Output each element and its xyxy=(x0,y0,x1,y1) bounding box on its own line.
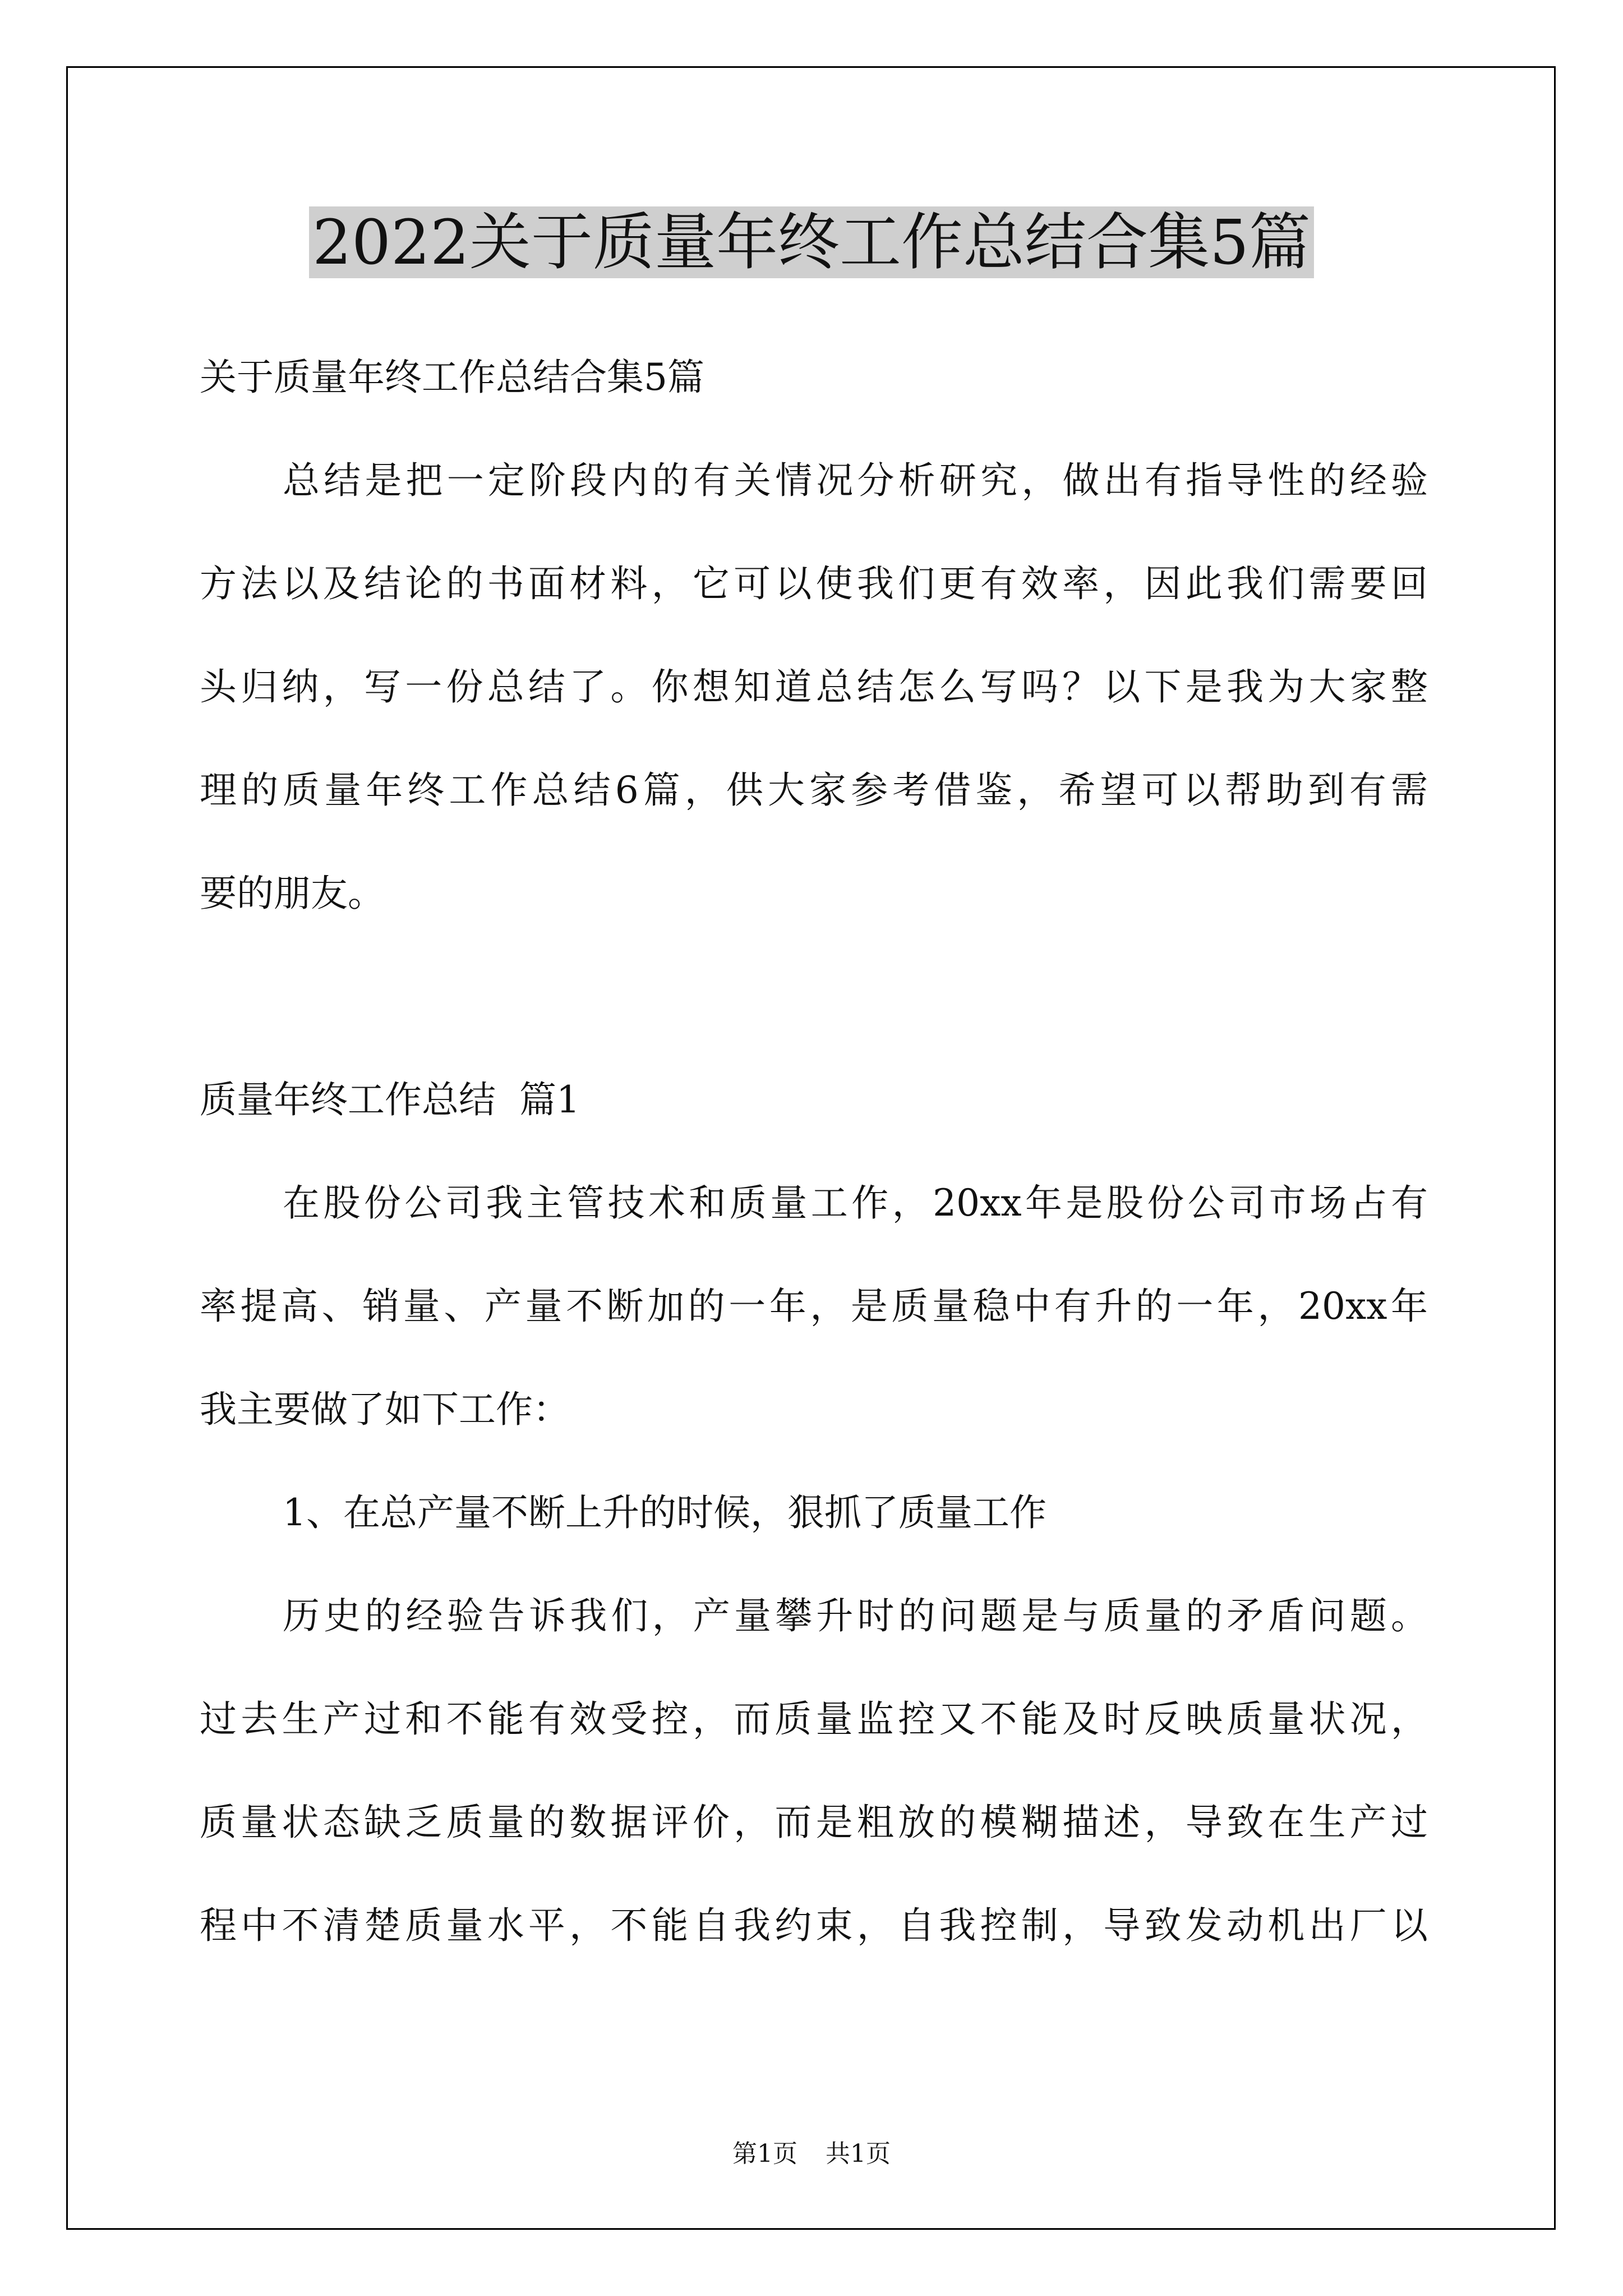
document-title xyxy=(0,203,1623,282)
intro-line-3: 头归纳，写一份总结了。你想知道总结怎么写吗？以下是我为大家整 xyxy=(200,665,1428,708)
page-footer xyxy=(0,2137,1623,2171)
section-1-heading: 质量年终工作总结 篇1 xyxy=(200,1078,580,1121)
history-line-3: 质量状态缺乏质量的数据评价，而是粗放的模糊描述，导致在生产过 xyxy=(200,1801,1428,1844)
intro-line-5: 要的朋友。 xyxy=(200,872,385,915)
document-title-text: 2022关于质量年终工作总结合集5篇 xyxy=(309,206,1314,278)
section-1-line-2: 率提高、销量、产量不断加的一年，是质量稳中有升的一年，20xx年 xyxy=(200,1285,1428,1328)
page-total: 共1页 xyxy=(826,2139,891,2168)
intro-line-1: 总结是把一定阶段内的有关情况分析研究，做出有指导性的经验 xyxy=(283,459,1428,502)
page-number: 第1页 xyxy=(732,2139,797,2168)
intro-line-2: 方法以及结论的书面材料，它可以使我们更有效率，因此我们需要回 xyxy=(200,562,1428,605)
subtitle: 关于质量年终工作总结合集5篇 xyxy=(200,356,704,399)
history-line-1: 历史的经验告诉我们，产量攀升时的问题是与质量的矛盾问题。 xyxy=(283,1594,1428,1637)
section-1-line-3: 我主要做了如下工作： xyxy=(200,1388,570,1431)
intro-line-4: 理的质量年终工作总结6篇，供大家参考借鉴，希望可以帮助到有需 xyxy=(200,769,1428,812)
item-1-heading: 1、在总产量不断上升的时候，狠抓了质量工作 xyxy=(283,1491,1046,1534)
history-line-4: 程中不清楚质量水平，不能自我约束，自我控制，导致发动机出厂以 xyxy=(200,1904,1428,1947)
section-1-line-1: 在股份公司我主管技术和质量工作，20xx年是股份公司市场占有 xyxy=(283,1181,1428,1225)
history-line-2: 过去生产过和不能有效受控，而质量监控又不能及时反映质量状况， xyxy=(200,1697,1428,1741)
